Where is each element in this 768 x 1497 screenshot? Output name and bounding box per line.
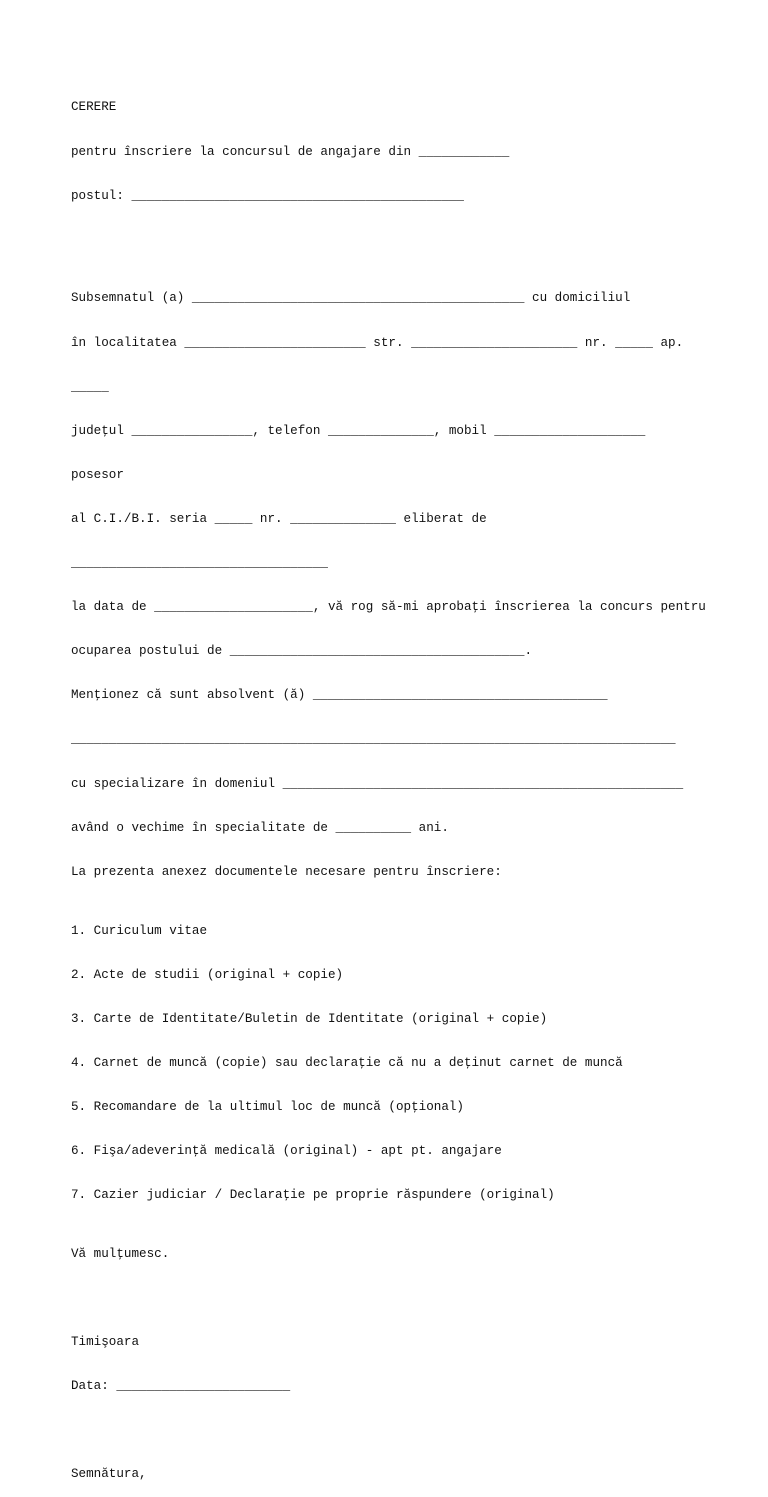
documents-list-item: 4. Carnet de muncă (copie) sau declaraţie că nu a deţinut carnet de muncă [71,1055,623,1070]
documents-list-item: 5. Recomandare de la ultimul loc de muncă (opţional) [71,1099,464,1114]
documents-list-item: 2. Acte de studii (original + copie) [71,967,344,982]
spacer [71,1291,751,1306]
body-line: în localitatea ________________________ str. ______________________ nr. _____ ap. [71,335,684,350]
document-title: CERERE [71,100,117,115]
body-line: al C.I./B.I. seria _____ nr. ______________ eliberat de [71,511,487,526]
body-line: La prezenta anexez documentele necesare pentru înscriere: [71,864,502,879]
body-line: ocuparea postului de _______________________________________. [71,644,533,659]
body-line: la data de _____________________, vă rog să-mi aprobaţi înscrierea la concurs pentru [71,600,706,615]
spacer [71,233,751,248]
thanks-line: Vă mulţumesc. [71,1246,170,1261]
body-line: cu specializare în domeniul _____________________________________________________ [71,776,684,791]
city-line: Timişoara [71,1335,140,1350]
post-line: postul: ____________________________________________ [71,188,464,203]
signature-line: Semnătura, [71,1467,147,1482]
body-line: având o vechime în specialitate de __________ ani. [71,820,449,835]
body-line: __________________________________ [71,556,328,571]
document-subtitle: pentru înscriere la concursul de angajare din ____________ [71,144,510,159]
body-line: Subsemnatul (a) ____________________________________________ cu domiciliul [71,291,631,306]
spacer [71,1423,751,1438]
body-line: posesor [71,467,124,482]
documents-list-item: 1. Curiculum vitae [71,923,208,938]
date-line: Data: _______________________ [71,1379,291,1394]
documents-list-item: 3. Carte de Identitate/Buletin de Identitate (original + copie) [71,1011,548,1026]
documents-list-item: 6. Fişa/adeverinţă medicală (original) - apt pt. angajare [71,1143,502,1158]
documents-list-item: 7. Cazier judiciar / Declaraţie pe proprie răspundere (original) [71,1188,555,1203]
body-line: _____ [71,379,109,394]
body-line: judeţul ________________, telefon ______________, mobil ____________________ [71,423,646,438]
body-line: ________________________________________________________________________________ [71,732,676,747]
document-page [71,71,751,1497]
body-line: Menţionez că sunt absolvent (ă) _______________________________________ [71,688,608,703]
